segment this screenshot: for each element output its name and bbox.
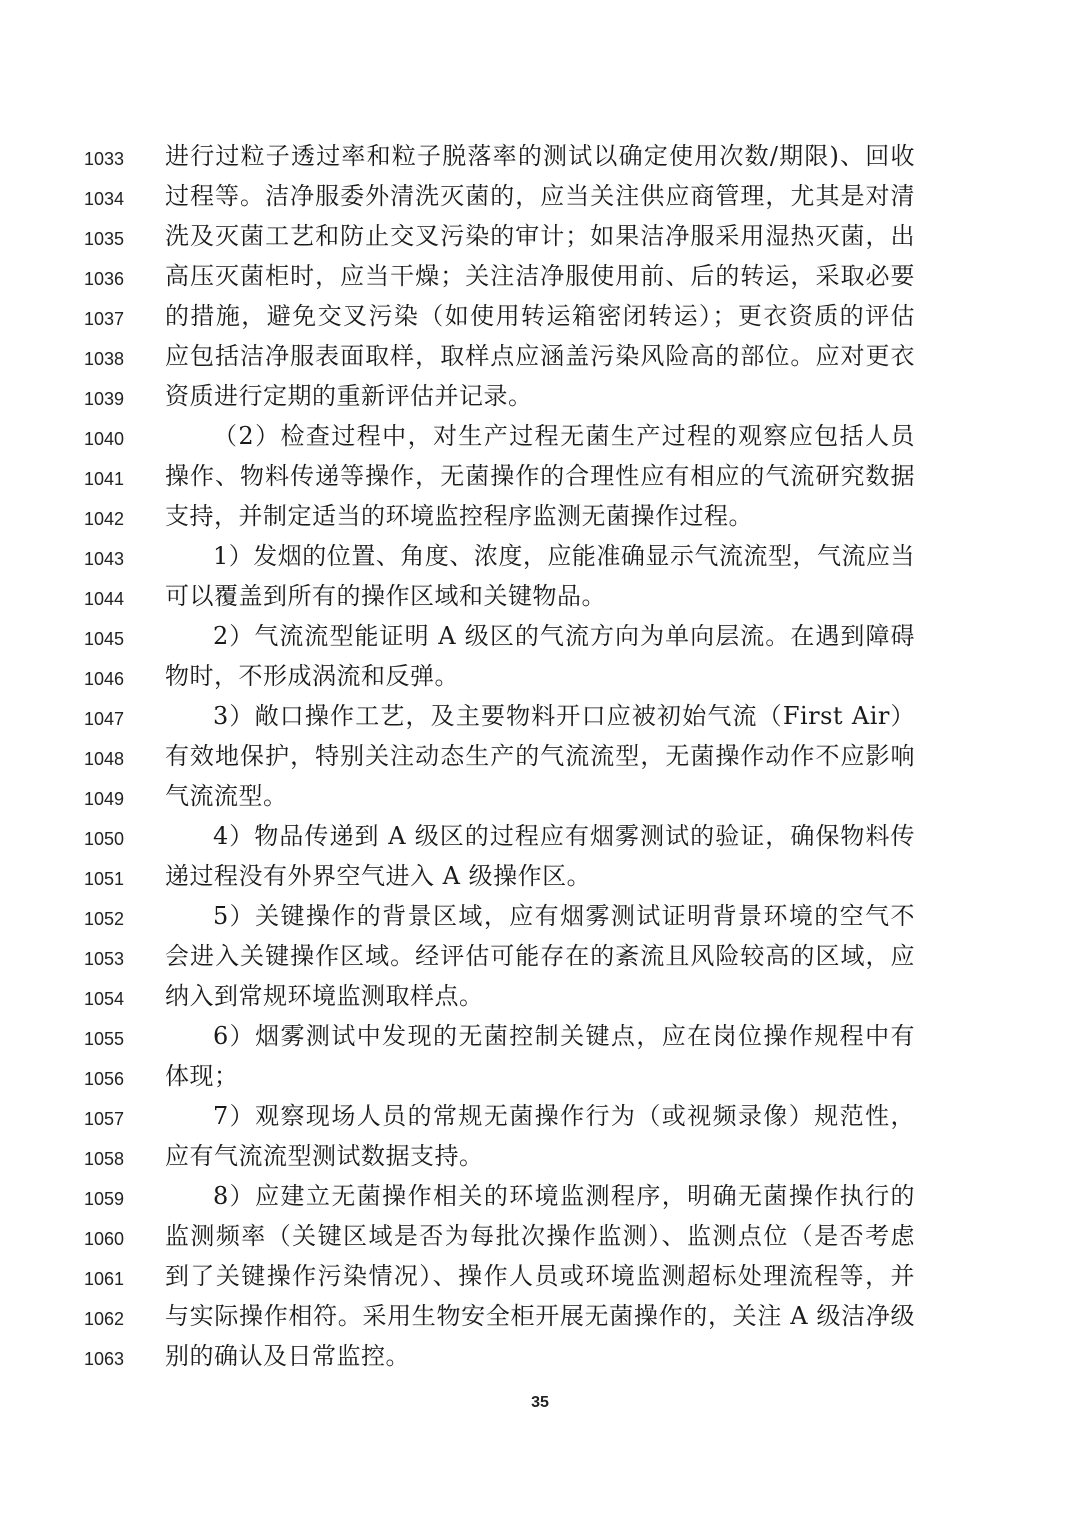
line-number: 1061 <box>84 1269 125 1289</box>
text-line <box>0 1256 1080 1296</box>
line-number: 1036 <box>84 269 125 289</box>
line-text: 体现； <box>165 1062 239 1090</box>
text-line <box>0 376 1080 416</box>
text-line <box>0 576 1080 616</box>
line-number: 1050 <box>84 829 125 849</box>
text-line <box>0 216 1080 256</box>
line-text: 高压灭菌柜时，应当干燥；关注洁净服使用前、后的转运，采取必要 <box>165 262 915 290</box>
line-text: 纳入到常规环境监测取样点。 <box>165 982 484 1010</box>
line-number: 1042 <box>84 509 125 529</box>
line-number: 1047 <box>84 709 125 729</box>
text-line <box>0 1136 1080 1176</box>
line-number: 1059 <box>84 1189 125 1209</box>
text-line <box>0 176 1080 216</box>
line-number: 1038 <box>84 349 125 369</box>
line-number: 1037 <box>84 309 125 329</box>
line-number: 1051 <box>84 869 125 889</box>
line-text: （2）检查过程中，对生产过程无菌生产过程的观察应包括人员 <box>213 422 915 450</box>
line-number: 1048 <box>84 749 125 769</box>
line-number: 1054 <box>84 989 125 1009</box>
line-number: 1056 <box>84 1069 125 1089</box>
line-text: 进行过粒子透过率和粒子脱落率的测试以确定使用次数/期限)、回收 <box>165 142 915 170</box>
text-line <box>0 736 1080 776</box>
text-line <box>0 616 1080 656</box>
text-line <box>0 696 1080 736</box>
line-number: 1035 <box>84 229 125 249</box>
line-number: 1062 <box>84 1309 125 1329</box>
line-text: 1）发烟的位置、角度、浓度，应能准确显示气流流型，气流应当 <box>213 542 915 570</box>
text-line <box>0 536 1080 576</box>
line-text: 6）烟雾测试中发现的无菌控制关键点，应在岗位操作规程中有 <box>213 1022 915 1050</box>
text-line <box>0 256 1080 296</box>
line-text: 有效地保护，特别关注动态生产的气流流型，无菌操作动作不应影响 <box>165 742 915 770</box>
text-line <box>0 856 1080 896</box>
line-text: 洗及灭菌工艺和防止交叉污染的审计；如果洁净服采用湿热灭菌，出 <box>165 222 915 250</box>
line-number: 1044 <box>84 589 125 609</box>
line-text: 与实际操作相符。采用生物安全柜开展无菌操作的，关注 A 级洁净级 <box>165 1302 915 1330</box>
text-line <box>0 416 1080 456</box>
text-body <box>0 136 1080 1376</box>
line-text: 递过程没有外界空气进入 A 级操作区。 <box>165 862 592 890</box>
line-text: 支持，并制定适当的环境监控程序监测无菌操作过程。 <box>165 502 753 530</box>
line-number: 1045 <box>84 629 125 649</box>
text-line <box>0 1296 1080 1336</box>
line-text: 过程等。洁净服委外清洗灭菌的，应当关注供应商管理，尤其是对清 <box>165 182 915 210</box>
text-line <box>0 296 1080 336</box>
line-text: 8）应建立无菌操作相关的环境监测程序，明确无菌操作执行的 <box>213 1182 915 1210</box>
line-number: 1057 <box>84 1109 125 1129</box>
text-line <box>0 1096 1080 1136</box>
text-line <box>0 1056 1080 1096</box>
line-text: 操作、物料传递等操作，无菌操作的合理性应有相应的气流研究数据 <box>165 462 915 490</box>
line-number: 1060 <box>84 1229 125 1249</box>
line-number: 1046 <box>84 669 125 689</box>
text-line <box>0 776 1080 816</box>
line-text: 监测频率（关键区域是否为每批次操作监测）、监测点位（是否考虑 <box>165 1222 915 1250</box>
line-number: 1052 <box>84 909 125 929</box>
text-line <box>0 136 1080 176</box>
text-line <box>0 336 1080 376</box>
line-text: 应有气流流型测试数据支持。 <box>165 1142 484 1170</box>
line-text: 3）敞口操作工艺，及主要物料开口应被初始气流（First Air） <box>213 702 915 730</box>
line-text: 物时，不形成涡流和反弹。 <box>165 662 459 690</box>
line-text: 资质进行定期的重新评估并记录。 <box>165 382 533 410</box>
line-text: 到了关键操作污染情况）、操作人员或环境监测超标处理流程等，并 <box>165 1262 915 1290</box>
text-line <box>0 816 1080 856</box>
line-text: 气流流型。 <box>165 782 288 810</box>
line-number: 1041 <box>84 469 125 489</box>
line-number: 1049 <box>84 789 125 809</box>
line-text: 2）气流流型能证明 A 级区的气流方向为单向层流。在遇到障碍 <box>213 622 915 650</box>
line-number: 1033 <box>84 149 125 169</box>
line-text: 4）物品传递到 A 级区的过程应有烟雾测试的验证，确保物料传 <box>213 822 915 850</box>
line-number: 1039 <box>84 389 125 409</box>
page-number: 35 <box>531 1394 549 1411</box>
line-number: 1055 <box>84 1029 125 1049</box>
line-text: 可以覆盖到所有的操作区域和关键物品。 <box>165 582 606 610</box>
line-text: 5）关键操作的背景区域，应有烟雾测试证明背景环境的空气不 <box>213 902 915 930</box>
line-text: 7）观察现场人员的常规无菌操作行为（或视频录像）规范性， <box>213 1102 915 1130</box>
line-number: 1058 <box>84 1149 125 1169</box>
text-line <box>0 496 1080 536</box>
text-line <box>0 896 1080 936</box>
line-text: 应包括洁净服表面取样，取样点应涵盖污染风险高的部位。应对更衣 <box>165 342 915 370</box>
text-line <box>0 456 1080 496</box>
line-text: 的措施，避免交叉污染（如使用转运箱密闭转运）；更衣资质的评估 <box>165 302 915 330</box>
line-number: 1053 <box>84 949 125 969</box>
text-line <box>0 1216 1080 1256</box>
line-number: 1040 <box>84 429 125 449</box>
line-number: 1063 <box>84 1349 125 1369</box>
line-text: 会进入关键操作区域。经评估可能存在的紊流且风险较高的区域，应 <box>165 942 915 970</box>
line-number: 1034 <box>84 189 125 209</box>
line-number: 1043 <box>84 549 125 569</box>
text-line <box>0 1176 1080 1216</box>
text-line <box>0 936 1080 976</box>
text-line <box>0 656 1080 696</box>
text-line <box>0 1336 1080 1376</box>
text-line <box>0 1016 1080 1056</box>
line-text: 别的确认及日常监控。 <box>165 1342 410 1370</box>
text-line <box>0 976 1080 1016</box>
